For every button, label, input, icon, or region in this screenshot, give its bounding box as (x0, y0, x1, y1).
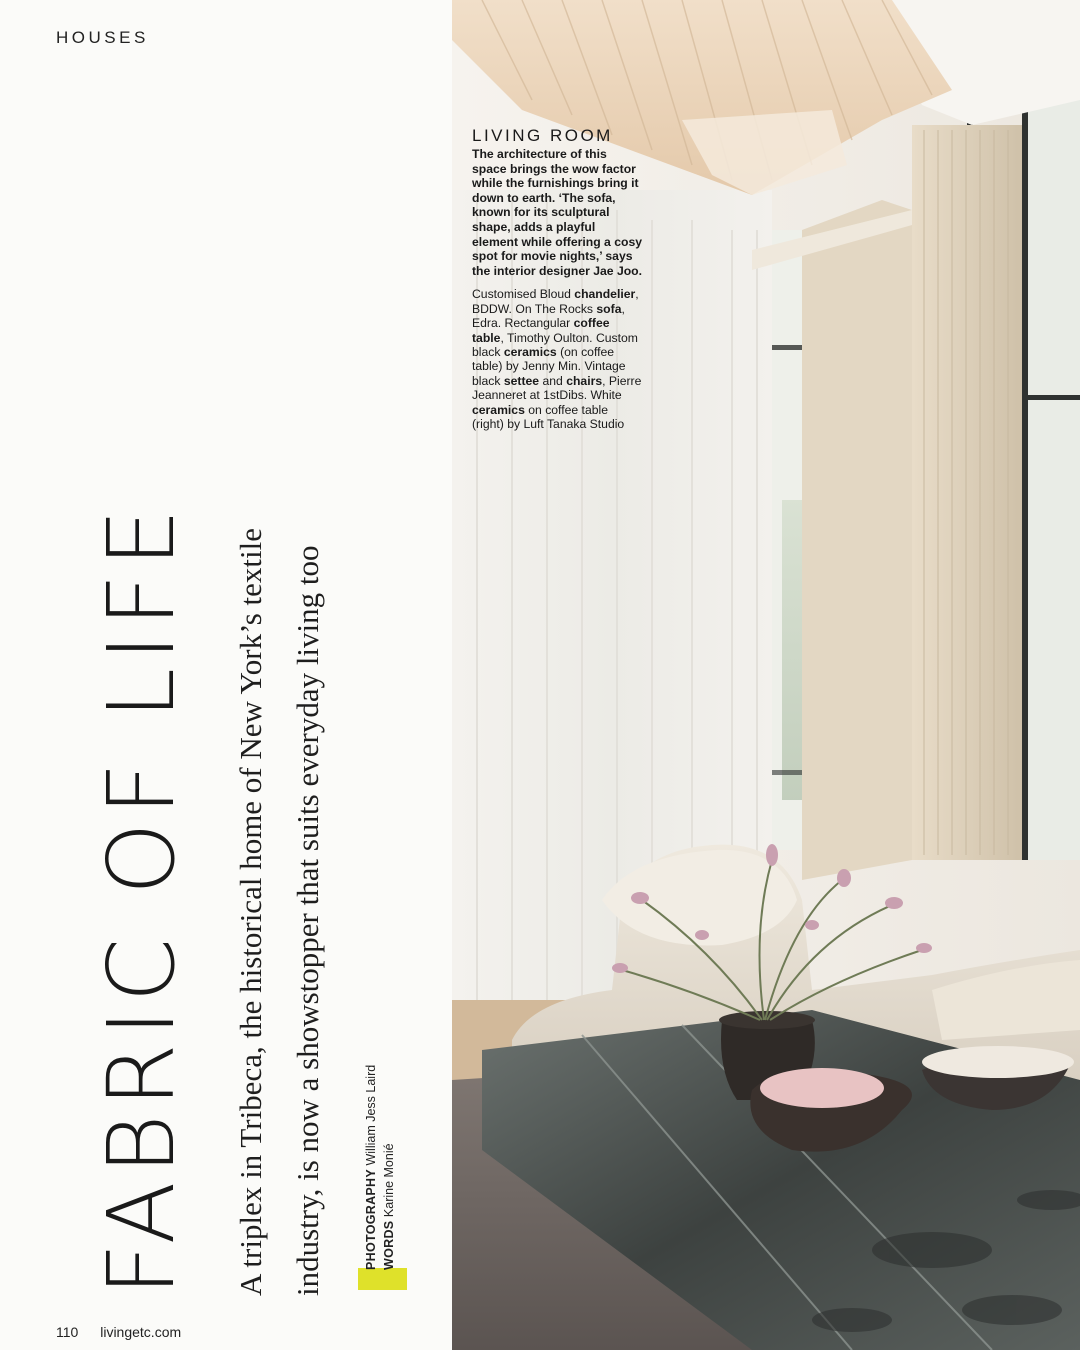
photographer-name: William Jess Laird (364, 1064, 378, 1166)
site-url[interactable]: livingetc.com (100, 1324, 182, 1340)
page-number: 110 (56, 1324, 79, 1340)
headline: FABRIC OF LIFE (88, 501, 195, 1296)
caption-product-name: ceramics (472, 402, 525, 417)
writer-name: Karine Monié (382, 1143, 396, 1218)
caption-credit-text: , Pierre Jeanneret at 1stDibs. White (472, 373, 642, 403)
words-credit (380, 1065, 398, 1270)
caption-credit-text: , BDDW. On The Rocks (472, 287, 639, 316)
caption-lead: The architecture of this space brings the wow factor while the furnishings bring it down to earth. ‘The sofa, known for its sculptural shape, adds a playful element while offering a cosy spot for movie nights,’ says the interior designer Jae Joo. (472, 147, 642, 278)
caption-credit-text: , Timothy Oulton. Custom black (472, 330, 638, 359)
standfirst-line-1: A triplex in Tribeca, the historical home of New York’s textile (233, 527, 268, 1296)
caption-credit-text: and (539, 373, 567, 388)
section-label: HOUSES (56, 28, 149, 47)
standfirst (222, 528, 336, 1296)
caption-credit-text: (on coffee table) by Jenny Min. Vintage black (472, 344, 626, 388)
standfirst-line-2: industry, is now a showstopper that suits everyday living too (290, 545, 325, 1296)
credit-accent-bar (358, 1268, 407, 1290)
credits (362, 1065, 398, 1270)
article-text-page (0, 0, 452, 1350)
caption-product-name: chandelier (574, 287, 636, 302)
caption-product-name: sofa (596, 301, 622, 316)
caption-product-name: settee (503, 373, 540, 388)
photo-caption (472, 126, 642, 431)
caption-credit-text: Customised Bloud (472, 287, 575, 302)
caption-product-credits (472, 287, 642, 431)
caption-credit-text: on coffee table (right) by Luft Tanaka Studio (472, 402, 625, 431)
photography-label: PHOTOGRAPHY (364, 1169, 378, 1270)
photography-credit (362, 1065, 380, 1270)
caption-product-name: coffee table (472, 316, 610, 345)
page-footer (56, 1324, 181, 1340)
caption-product-name: ceramics (503, 344, 557, 359)
caption-title: LIVING ROOM (472, 126, 613, 145)
words-label: WORDS (382, 1220, 396, 1270)
caption-product-name: chairs (566, 373, 603, 388)
caption-credit-text: , Edra. Rectangular (472, 301, 625, 331)
